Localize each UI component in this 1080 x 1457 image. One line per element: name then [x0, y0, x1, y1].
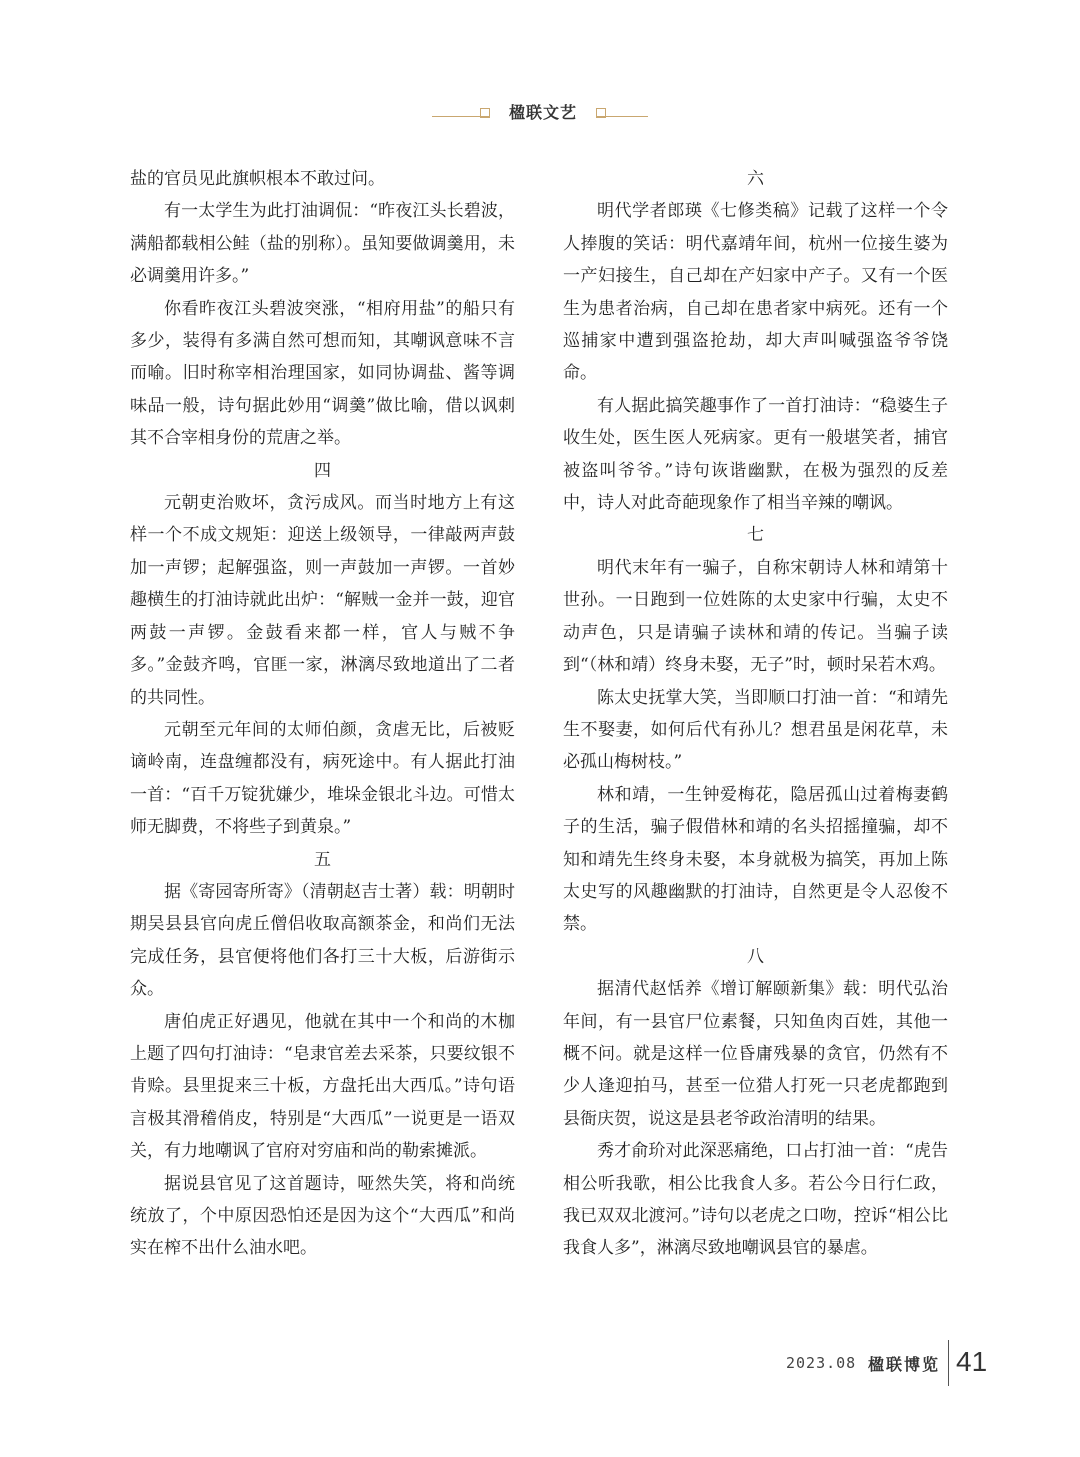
paragraph: 据《寄园寄所寄》（清朝赵吉士著）载：明朝时期吴县县官向虎丘僧侣收取高额茶金，和尚们无法完成任务，县官便将他们各打三十大板，后游街示众。 [130, 881, 515, 1000]
magazine-name: 楹联博览 [868, 1355, 941, 1374]
page-number: 41 [956, 1346, 988, 1377]
paragraph: 元朝吏治败坏，贪污成风。而当时地方上有这样一个不成文规矩：迎送上级领导，一律敲两声鼓加一声锣；起解强盗，则一声鼓加一声锣。一首妙趣横生的打油诗就此出炉：“解贼一金并一鼓，迎官两鼓一声锣。金鼓看来都一样，官人与贼不争多。”金鼓齐鸣，官匪一家，淋漓尽致地道出了二者的共同性。 [130, 493, 515, 708]
footer-divider [948, 1340, 949, 1386]
paragraph: 陈太史抚掌大笑，当即顺口打油一首：“和靖先生不娶妻，如何后代有孙儿？想君虽是闲花草，未必孤山梅树枝。” [563, 687, 948, 773]
issue-date: 2023.08 [786, 1354, 857, 1372]
section-number: 八 [747, 946, 764, 967]
section-number: 七 [747, 525, 764, 546]
paragraph: 有人据此搞笑趣事作了一首打油诗：“稳婆生子收生处，医生医人死病家。更有一般堪笑者，捕官被盗叫爷爷。”诗句诙谐幽默，在极为强烈的反差中，诗人对此奇葩现象作了相当辛辣的嘲讽。 [563, 395, 948, 514]
paragraph: 据说县官见了这首题诗，哑然失笑，将和尚统统放了，个中原因恐怕还是因为这个“大西瓜”和尚实在榨不出什么油水吧。 [130, 1173, 515, 1259]
paragraph: 有一太学生为此打油调侃：“昨夜江头长碧波，满船都载相公鲑（盐的别称）。虽知要做调羹用，未必调羹用许多。” [130, 201, 515, 287]
header-ornament-left-icon [480, 108, 490, 118]
paragraph: 盐的官员见此旗帜根本不敢过问。 [130, 169, 385, 189]
section-number: 四 [314, 460, 331, 481]
paragraph: 秀才俞玠对此深恶痛绝，口占打油一首：“虎告相公听我歌，相公比我食人多。若公今日行仁政，我已双双北渡河。”诗句以老虎之口吻，控诉“相公比我食人多”，淋漓尽致地嘲讽县官的暴虐。 [563, 1141, 948, 1259]
paragraph: 你看昨夜江头碧波突涨，“相府用盐”的船只有多少，装得有多满自然可想而知，其嘲讽意味不言而喻。旧时称宰相治理国家，如同协调盐、酱等调味品一般，诗句据此妙用“调羹”做比喻，借以讽刺其不合宰相身份的荒唐之举。 [130, 298, 515, 449]
paragraph: 唐伯虎正好遇见，他就在其中一个和尚的木枷上题了四句打油诗：“皂隶官差去采茶，只要纹银不肯赊。县里捉来三十板，方盘托出大西瓜。”诗句语言极其滑稽俏皮，特别是“大西瓜”一说更是一语双关，有力地嘲讽了官府对穷庙和尚的勒索摊派。 [130, 1011, 515, 1162]
paragraph: 明代末年有一骗子，自称宋朝诗人林和靖第十世孙。一日跑到一位姓陈的太史家中行骗，太史不动声色，只是请骗子读林和靖的传记。当骗子读到“（林和靖）终身未娶，无子”时，顿时呆若木鸡。 [563, 557, 948, 676]
right-column [563, 163, 948, 1265]
left-column [130, 163, 515, 1265]
section-number: 五 [314, 849, 331, 870]
paragraph: 明代学者郎瑛《七修类稿》记载了这样一个令人捧腹的笑话：明代嘉靖年间，杭州一位接生婆为一产妇接生，自己却在产妇家中产子。又有一个医生为患者治病，自己却在患者家中病死。还有一个巡捕家中遭到强盗抢劫，却大声叫喊强盗爷爷饶命。 [563, 201, 948, 384]
paragraph: 据清代赵恬养《增订解颐新集》载：明代弘治年间，有一县官尸位素餐，只知鱼肉百姓，其他一概不问。就是这样一位昏庸残暴的贪官，仍然有不少人逢迎拍马，甚至一位猎人打死一只老虎都跑到县衙庆贺，说这是县老爷政治清明的结果。 [563, 979, 948, 1129]
paragraph: 林和靖，一生钟爱梅花，隐居孤山过着梅妻鹤子的生活，骗子假借林和靖的名头招摇撞骗，却不知和靖先生终身未娶，本身就极为搞笑，再加上陈太史写的风趣幽默的打油诗，自然更是令人忍俊不禁。 [563, 784, 948, 935]
page-header [0, 98, 1080, 128]
section-number: 六 [747, 169, 764, 189]
page-footer [0, 1340, 1080, 1400]
header-rule-right [596, 116, 648, 117]
section-title: 楹联文艺 [508, 103, 577, 122]
paragraph: 元朝至元年间的太师伯颜，贪虐无比，后被贬谪岭南，连盘缠都没有，病死途中。有人据此打油一首：“百千万锭犹嫌少，堆垛金银北斗边。可惜太师无脚费，不将些子到黄泉。” [130, 719, 515, 838]
